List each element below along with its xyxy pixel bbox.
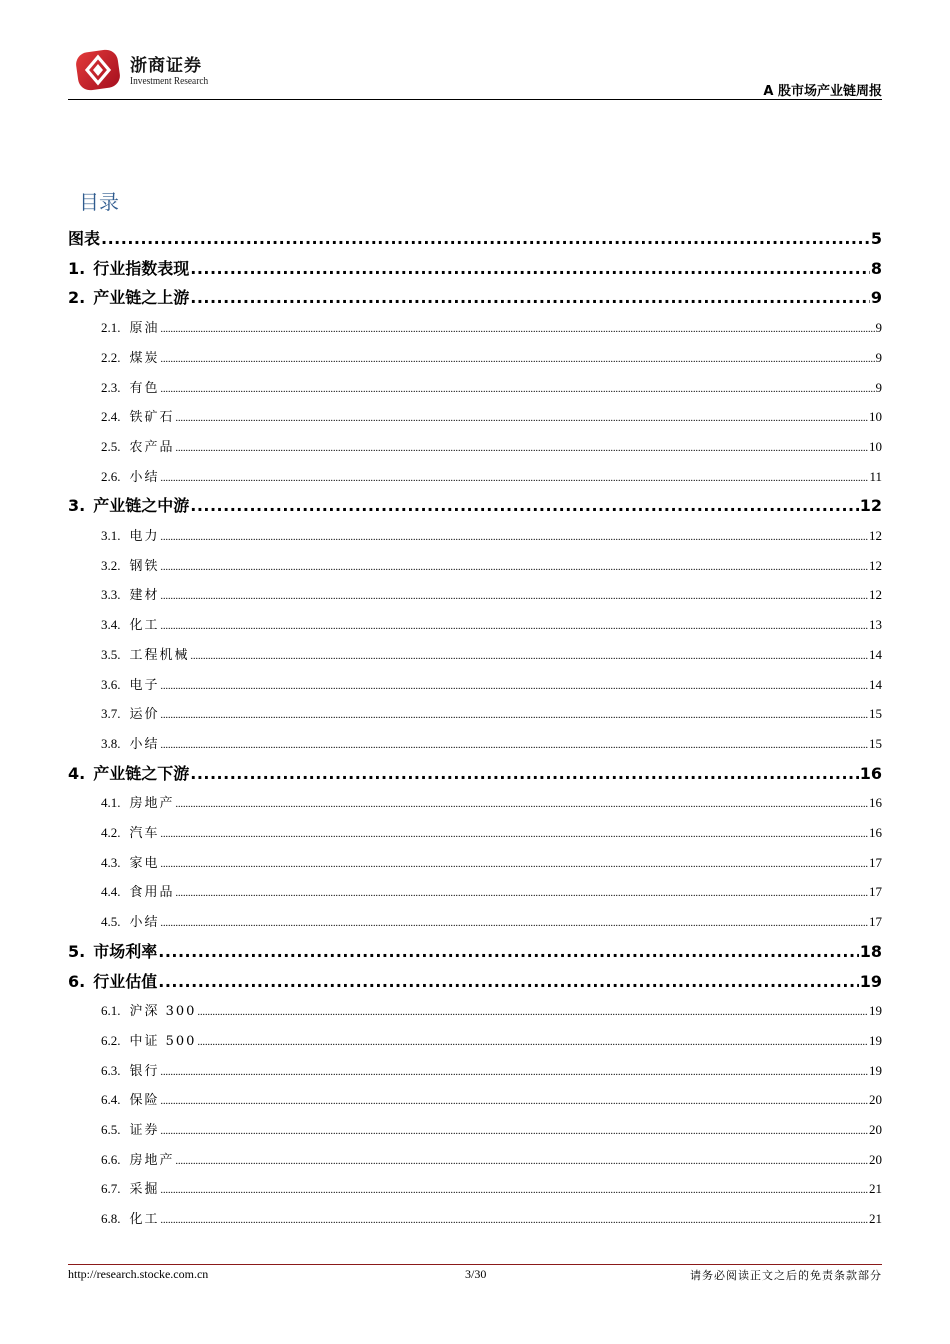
toc-entry[interactable] [68, 1115, 882, 1145]
toc-entry[interactable] [68, 402, 882, 432]
toc-entry-page: 12 [869, 587, 882, 603]
toc-entry-label: 电子 [129, 677, 160, 693]
toc-entry[interactable] [68, 877, 882, 907]
toc-entry-label: 煤炭 [129, 350, 160, 366]
toc-entry[interactable] [68, 670, 882, 700]
toc-entry[interactable] [68, 224, 882, 254]
toc-entry-number: 3.6. [101, 676, 121, 692]
toc-dot-leader [161, 848, 868, 880]
toc-entry-label: 原油 [129, 321, 160, 337]
toc-entry[interactable] [68, 1174, 882, 1204]
footer-url[interactable]: http://research.stocke.com.cn [68, 1267, 209, 1281]
toc-entry-number: 2.4. [101, 409, 121, 425]
toc-entry-page: 21 [869, 1181, 882, 1197]
toc-dot-leader [161, 610, 868, 642]
toc-entry-page: 11 [869, 468, 882, 484]
toc-entry-number: 2.2. [101, 349, 121, 365]
toc-entry-number: 6.7. [101, 1181, 121, 1197]
toc-entry-page: 17 [869, 914, 882, 930]
toc-entry-number: 2.5. [101, 438, 121, 454]
page-footer [68, 1267, 882, 1285]
toc-entry-label: 电力 [129, 529, 160, 544]
toc-entry-number: 4.1. [101, 795, 121, 811]
toc-entry-label: 产业链之下游 [93, 763, 190, 783]
toc-entry-number: 2.6. [101, 468, 121, 484]
toc-entry-number: 6.8. [101, 1211, 121, 1227]
toc-dot-leader [161, 462, 869, 494]
toc-dot-leader [190, 283, 870, 313]
toc-dot-leader [197, 996, 868, 1028]
toc-entry[interactable] [68, 1204, 882, 1234]
toc-entry[interactable] [68, 343, 882, 373]
report-title: A 股市场产业链周报 [763, 84, 882, 99]
toc-entry-page: 12 [869, 528, 882, 543]
toc-entry-page: 13 [869, 617, 882, 633]
toc-entry-page: 16 [869, 825, 882, 840]
toc-dot-leader [158, 937, 859, 967]
toc-entry-label: 钢铁 [129, 558, 160, 574]
toc-entry-label: 汽车 [129, 826, 160, 841]
toc-entry-page: 8 [870, 258, 882, 278]
page-header [68, 40, 882, 100]
toc-entry-label: 小结 [129, 736, 160, 752]
toc-entry[interactable] [68, 283, 882, 313]
toc-entry-label: 有色 [129, 380, 160, 396]
toc-entry[interactable] [68, 432, 882, 462]
toc-entry-label: 小结 [129, 469, 160, 485]
toc-dot-leader [176, 1145, 868, 1177]
toc-entry[interactable] [68, 848, 882, 878]
toc-entry-page: 9 [870, 288, 882, 308]
toc-entry-number: 6.6. [101, 1151, 121, 1167]
toc-entry-number: 4.2. [101, 825, 121, 840]
toc-dot-leader [161, 373, 875, 405]
toc-entry[interactable] [68, 610, 882, 640]
toc-entry-page: 17 [869, 854, 882, 870]
toc-entry-number: 2.3. [101, 379, 121, 395]
toc-entry-number: 6.2. [101, 1032, 121, 1048]
toc-entry[interactable] [68, 759, 882, 789]
toc-entry[interactable] [68, 462, 882, 492]
toc-entry-number: 6.5. [101, 1122, 121, 1137]
toc-entry[interactable] [68, 521, 882, 551]
toc-entry-page: 12 [869, 557, 882, 573]
toc-dot-leader [161, 818, 868, 850]
toc-entry-number: 3.1. [101, 528, 121, 543]
toc-entry[interactable] [68, 699, 882, 729]
toc-entry-page: 10 [869, 438, 882, 454]
toc-entry[interactable] [68, 967, 882, 997]
toc-entry-page: 15 [869, 735, 882, 751]
toc-entry[interactable] [68, 491, 882, 521]
header-divider [68, 99, 882, 100]
toc-entry[interactable] [68, 1056, 882, 1086]
toc-entry-number: 4.4. [101, 884, 121, 900]
toc-entry-label: 沪深 300 [129, 1004, 197, 1020]
toc-dot-leader [161, 580, 868, 612]
toc-entry-number: 1. [68, 258, 86, 278]
toc-entry-page: 20 [869, 1092, 882, 1108]
toc-entry-label: 市场利率 [93, 941, 158, 961]
toc-dot-leader [161, 343, 875, 375]
toc-entry-label: 中证 500 [129, 1033, 197, 1049]
toc-entry-page: 19 [869, 1032, 882, 1048]
toc-dot-leader [161, 1056, 868, 1088]
toc-entry-label: 运价 [129, 707, 160, 723]
toc-dot-leader [197, 1026, 868, 1058]
toc-entry-page: 19 [859, 971, 882, 991]
toc-entry-page: 15 [869, 706, 882, 722]
toc-entry-label: 采掘 [129, 1182, 160, 1198]
company-name-cn: 浙商证券 [130, 56, 202, 76]
toc-entry-label: 农产品 [129, 439, 175, 455]
toc-entry-label: 保险 [129, 1093, 160, 1109]
toc-entry-number: 4. [68, 763, 86, 783]
toc-dot-leader [191, 640, 868, 672]
toc-entry-page: 10 [869, 409, 882, 425]
toc-entry-page: 19 [869, 1062, 882, 1078]
toc-entry-label: 证券 [129, 1123, 160, 1138]
toc-entry[interactable] [68, 1145, 882, 1175]
toc-dot-leader [176, 432, 868, 464]
disclaimer-note: 请务必阅读正文之后的免责条款部分 [690, 1269, 882, 1282]
toc-entry-page: 9 [875, 320, 882, 336]
toc-entry[interactable] [68, 1085, 882, 1115]
toc-entry-label: 食用品 [129, 885, 175, 901]
toc-entry[interactable] [68, 729, 882, 759]
toc-dot-leader [190, 254, 870, 284]
toc-entry-number: 3.2. [101, 557, 121, 573]
toc-entry-page: 17 [869, 884, 882, 900]
toc-dot-leader [101, 224, 870, 254]
toc-entry-number: 4.5. [101, 914, 121, 930]
toc-entry[interactable] [68, 254, 882, 284]
toc-entry-number: 3.8. [101, 735, 121, 751]
toc-entry-number: 3.7. [101, 706, 121, 722]
toc-entry-page: 16 [859, 763, 882, 783]
toc-entry-number: 6.4. [101, 1092, 121, 1108]
toc-entry-label: 产业链之中游 [93, 496, 190, 516]
toc-dot-leader [176, 788, 868, 820]
toc-heading: 目录 [79, 190, 119, 214]
toc-dot-leader [161, 1085, 868, 1117]
toc-entry[interactable] [68, 640, 882, 670]
toc-entry-number: 3. [68, 496, 86, 516]
toc-dot-leader [176, 877, 868, 909]
toc-entry-page: 20 [869, 1122, 882, 1137]
toc-dot-leader [161, 551, 868, 583]
toc-entry-label: 房地产 [129, 796, 175, 812]
toc-entry-label: 银行 [129, 1063, 160, 1079]
toc-entry-number: 6.1. [101, 1003, 121, 1019]
footer-divider [68, 1264, 882, 1265]
toc-entry[interactable] [68, 1026, 882, 1056]
toc-dot-leader [161, 313, 875, 345]
toc-entry-label: 小结 [129, 915, 160, 931]
toc-entry-page: 12 [859, 496, 882, 516]
toc-dot-leader [161, 729, 868, 761]
toc-entry-number: 3.4. [101, 617, 121, 633]
toc-entry[interactable] [68, 313, 882, 343]
toc-dot-leader [190, 491, 859, 521]
toc-dot-leader [161, 907, 868, 939]
toc-entry-number: 4.3. [101, 854, 121, 870]
toc-entry[interactable] [68, 996, 882, 1026]
toc-entry-number: 3.3. [101, 587, 121, 603]
toc-entry-page: 19 [869, 1003, 882, 1019]
toc-entry-label: 图表 [68, 229, 101, 248]
toc-dot-leader [161, 521, 868, 553]
toc-dot-leader [161, 1204, 868, 1236]
toc-entry-number: 5. [68, 941, 86, 961]
toc-entry-label: 铁矿石 [129, 410, 175, 426]
toc-entry[interactable] [68, 580, 882, 610]
toc-entry-label: 行业指数表现 [93, 258, 190, 278]
toc-entry-number: 6.3. [101, 1062, 121, 1078]
toc-entry-label: 行业估值 [93, 971, 158, 991]
toc-entry-page: 14 [869, 676, 882, 692]
toc-entry[interactable] [68, 818, 882, 848]
toc-entry-label: 房地产 [129, 1152, 175, 1168]
toc-entry-label: 建材 [129, 588, 160, 604]
toc-dot-leader [190, 759, 859, 789]
toc-entry[interactable] [68, 551, 882, 581]
toc-entry-page: 16 [869, 795, 882, 811]
toc-dot-leader [161, 699, 868, 731]
toc-entry-number: 2. [68, 288, 86, 308]
toc-entry-page: 18 [859, 941, 882, 961]
toc-entry-page: 20 [869, 1151, 882, 1167]
toc-dot-leader [176, 402, 868, 434]
toc-dot-leader [161, 1174, 868, 1206]
toc-entry-number: 2.1. [101, 320, 121, 336]
toc-entry-label: 化工 [129, 618, 160, 634]
toc-dot-leader [158, 967, 859, 997]
toc-entry-page: 9 [875, 349, 882, 365]
toc-entry-label: 家电 [129, 855, 160, 871]
toc-dot-leader [161, 1115, 868, 1147]
toc-entry-label: 工程机械 [129, 647, 190, 663]
page-number: 3/30 [465, 1267, 487, 1281]
toc-entry-label: 化工 [129, 1212, 160, 1228]
company-name-en: Investment Research [130, 75, 209, 87]
toc-entry[interactable] [68, 373, 882, 403]
toc-entry-page: 21 [869, 1211, 882, 1227]
toc-entry-page: 14 [869, 646, 882, 662]
toc-dot-leader [161, 670, 868, 702]
toc-entry-label: 产业链之上游 [93, 288, 190, 308]
company-logo-icon [75, 49, 121, 91]
toc-entry-page: 5 [870, 229, 882, 248]
toc-entry-number: 3.5. [101, 646, 121, 662]
toc-entry-number: 6. [68, 971, 86, 991]
toc-entry[interactable] [68, 788, 882, 818]
toc-entry[interactable] [68, 937, 882, 967]
toc-entry-page: 9 [875, 379, 882, 395]
toc-entry[interactable] [68, 907, 882, 937]
